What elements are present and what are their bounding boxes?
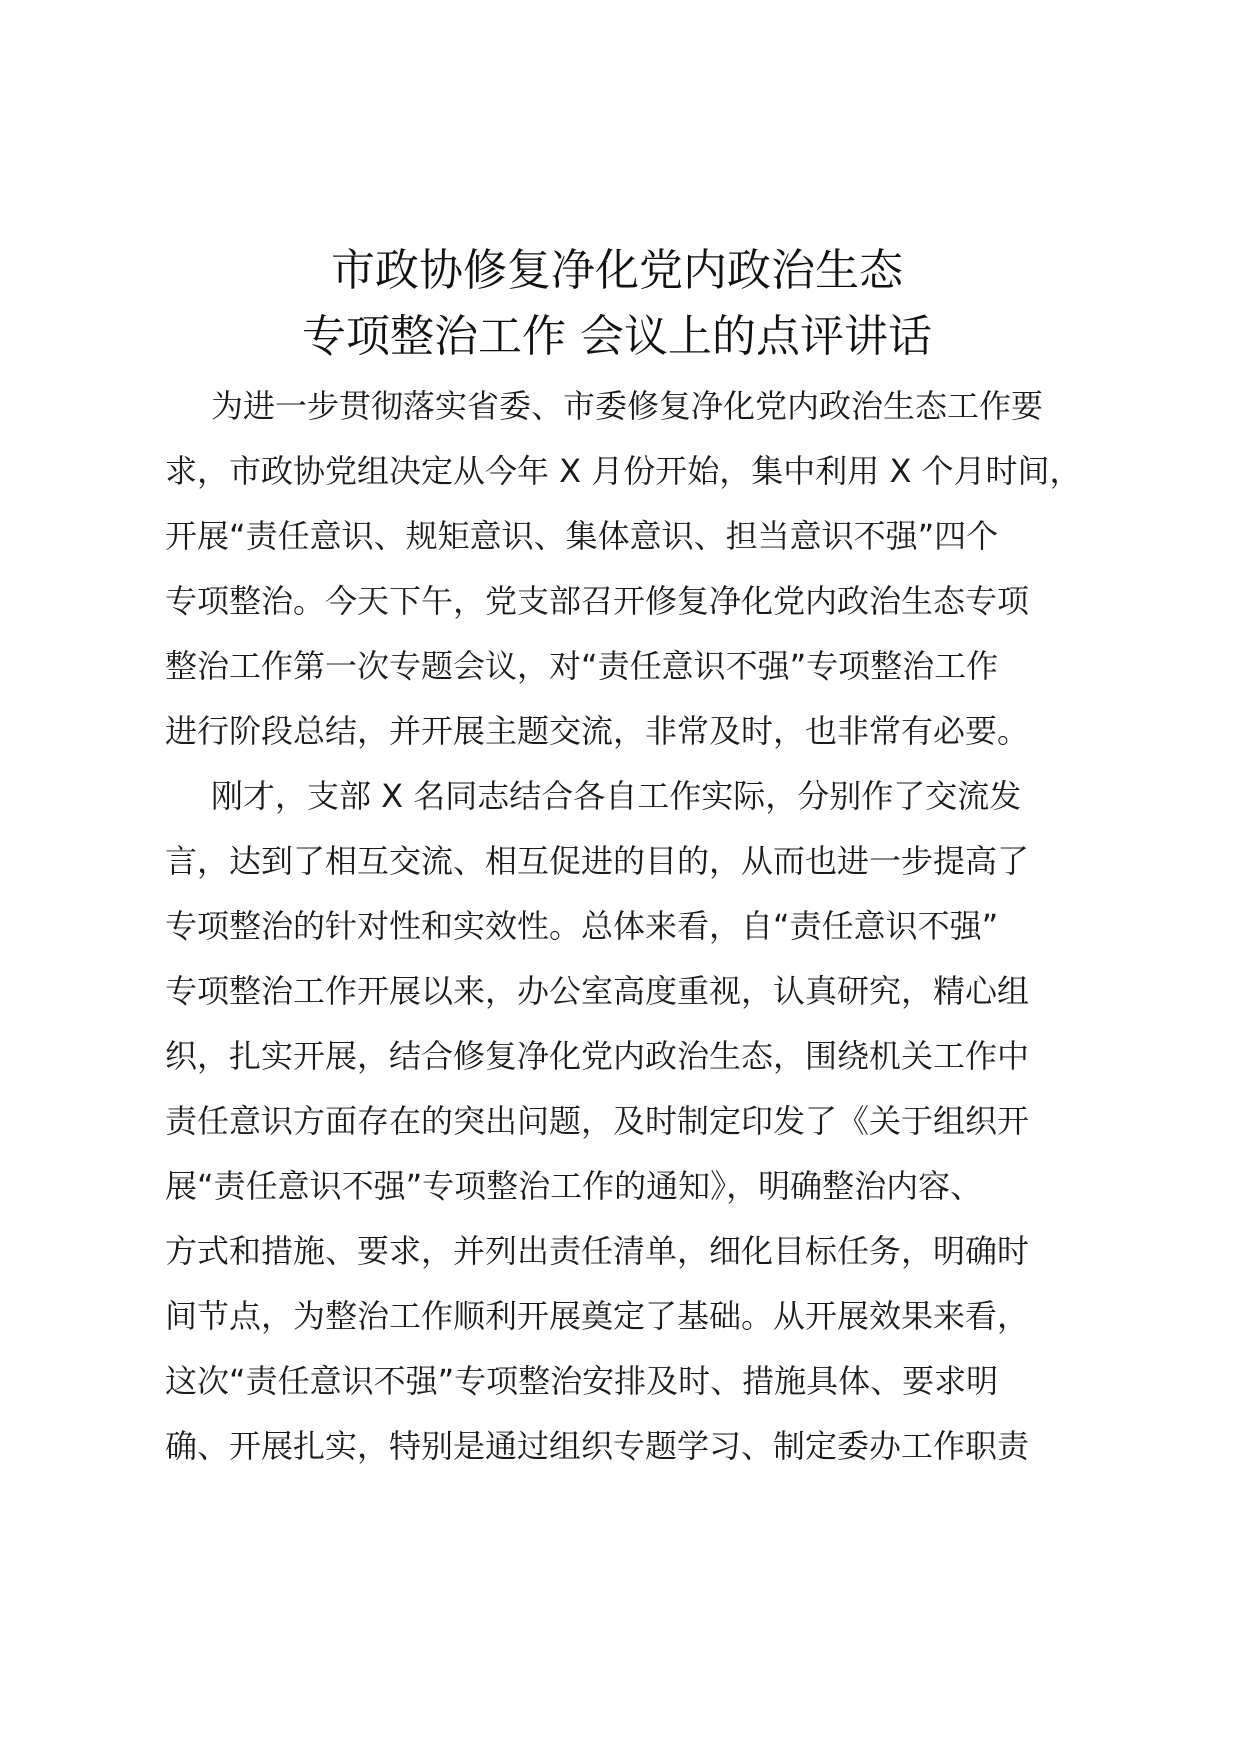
paragraph-line: 专项整治。今天下午，党支部召开修复净化党内政治生态专项 bbox=[165, 582, 1030, 620]
paragraph-2 bbox=[165, 764, 1095, 1479]
title-line-1: 市政协修复净化党内政治生态 bbox=[331, 245, 903, 296]
paragraph-line: 整治工作第一次专题会议，对“责任意识不强”专项整治工作 bbox=[165, 647, 999, 685]
paragraph-line: 责任意识方面存在的突出问题，及时制定印发了《关于组织开 bbox=[165, 1102, 1030, 1140]
document-body bbox=[165, 374, 1095, 1479]
paragraph-1 bbox=[165, 374, 1095, 764]
paragraph-line: 织，扎实开展，结合修复净化党内政治生态，围绕机关工作中 bbox=[165, 1037, 1030, 1075]
document-title bbox=[0, 238, 1234, 370]
title-line-2: 专项整治工作 会议上的点评讲话 bbox=[302, 311, 932, 362]
paragraph-line: 展“责任意识不强”专项整治工作的通知》，明确整治内容、 bbox=[165, 1167, 983, 1205]
paragraph-line: 方式和措施、要求，并列出责任清单，细化目标任务，明确时 bbox=[165, 1232, 1030, 1270]
paragraph-line: 进行阶段总结，并开展主题交流，非常及时，也非常有必要。 bbox=[165, 712, 1030, 750]
paragraph-line: 求，市政协党组决定从今年 X 月份开始，集中利用 X 个月时间， bbox=[165, 452, 1082, 490]
paragraph-line: 这次“责任意识不强”专项整治安排及时、措施具体、要求明 bbox=[165, 1362, 999, 1400]
paragraph-line: 专项整治的针对性和实效性。总体来看，自“责任意识不强” bbox=[165, 907, 999, 945]
paragraph-line: 为进一步贯彻落实省委、市委修复净化党内政治生态工作要 bbox=[211, 387, 1044, 425]
paragraph-line: 刚才，支部 X 名同志结合各自工作实际，分别作了交流发 bbox=[211, 777, 1022, 815]
paragraph-line: 开展“责任意识、规矩意识、集体意识、担当意识不强”四个 bbox=[165, 517, 999, 555]
paragraph-line: 言，达到了相互交流、相互促进的目的，从而也进一步提高了 bbox=[165, 842, 1030, 880]
paragraph-line: 确、开展扎实，特别是通过组织专题学习、制定委办工作职责 bbox=[165, 1427, 1030, 1465]
paragraph-line: 专项整治工作开展以来，办公室高度重视，认真研究，精心组 bbox=[165, 972, 1030, 1010]
paragraph-line: 间节点，为整治工作顺利开展奠定了基础。从开展效果来看， bbox=[165, 1297, 1030, 1335]
